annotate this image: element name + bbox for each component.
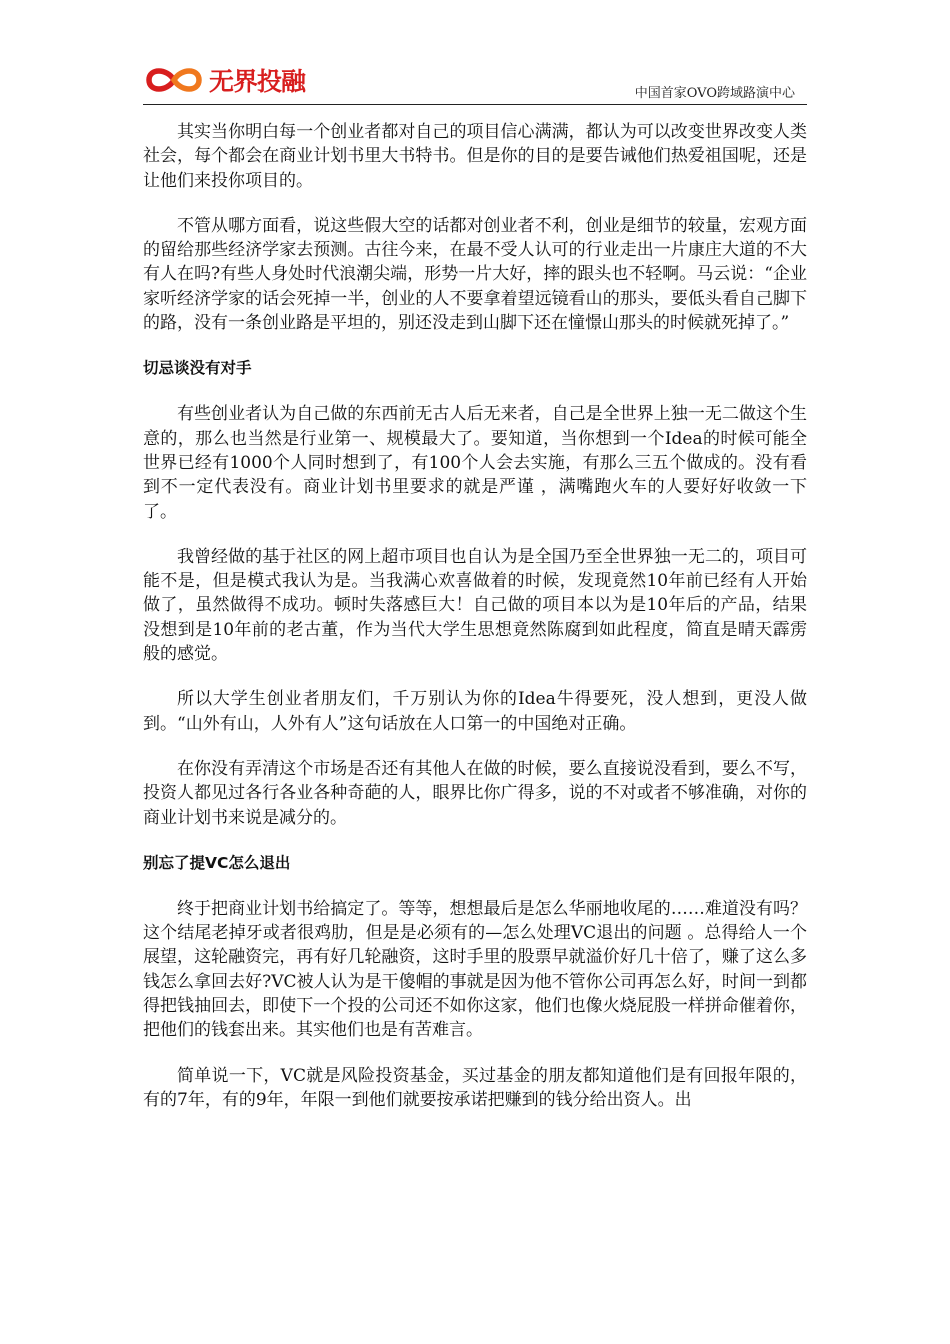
header-tagline: 中国首家OVO跨域路演中心	[634, 86, 795, 101]
paragraph: 不管从哪方面看，说这些假大空的话都对创业者不利，创业是细节的较量，宏观方面的留给那些经济学家去预测。古往今来，在最不受人认可的行业走出一片康庄大道的不大有人在吗?有些人身处时代浪潮尖端，形势一片大好，摔的跟头也不轻啊。马云说：“企业家听经济学家的话会死掉一半，创业的人不要拿着望远镜看山的那头，要低头看自己脚下的路，没有一条创业路是平坦的，别还没走到山脚下还在憧憬山那头的时候就死掉了。”	[143, 215, 807, 334]
paragraph: 在你没有弄清这个市场是否还有其他人在做的时候，要么直接说没看到，要么不写，投资人都见过各行各业各种奇葩的人，眼界比你广得多，说的不对或者不够准确，对你的商业计划书来说是减分的。	[143, 758, 807, 828]
section-heading: 别忘了提VC怎么退出	[143, 853, 291, 872]
paragraph: 有些创业者认为自己做的东西前无古人后无来者，自己是全世界上独一无二做这个生意的，那么也当然是行业第一、规模最大了。要知道，当你想到一个Idea的时候可能全世界已经有1000个人同时想到了，有100个人会去实施，有那么三五个做成的。没有看到不一定代表没有。商业计划书里要求的就是严谨 ，满嘴跑火车的人要好好收敛一下了。	[143, 404, 807, 522]
paragraph: 简单说一下，VC就是风险投资基金，买过基金的朋友都知道他们是有回报年限的，有的7年，有的9年，年限一到他们就要按承诺把赚到的钱分给出资人。出	[143, 1065, 807, 1110]
brand-logo	[143, 62, 305, 98]
paragraph: 其实当你明白每一个创业者都对自己的项目信心满满，都认为可以改变世界改变人类社会，每个都会在商业计划书里大书特书。但是你的目的是要告诫他们热爱祖国呢，还是让他们来投你项目的。	[143, 122, 807, 191]
paragraph: 我曾经做的基于社区的网上超市项目也自认为是全国乃至全世界独一无二的，项目可能不是，但是模式我认为是。当我满心欢喜做着的时候，发现竟然10年前已经有人开始做了，虽然做得不成功。顿时失落感巨大！自己做的项目本以为是10年后的产品，结果没想到是10年前的老古董，作为当代大学生思想竟然陈腐到如此程度，简直是晴天霹雳般的感觉。	[143, 546, 807, 665]
section-heading: 切忌谈没有对手	[143, 359, 252, 378]
paragraph: 终于把商业计划书给搞定了。等等，想想最后是怎么华丽地收尾的……难道没有吗？这个结尾老掉牙或者很鸡肋，但是是必须有的—怎么处理VC退出的问题 。总得给人一个展望，这轮融资完，再有好几轮融资，这时手里的股票早就溢价好几十倍了，赚了这么多钱怎么拿回去好?VC被人认为是干傻帽的事就是因为他不管你公司再怎么好，时间一到都得把钱抽回去，即使下一个投的公司还不如你这家，他们也像火烧屁股一样拼命催着你，把他们的钱套出来。其实他们也是有苦难言。	[143, 898, 807, 1041]
infinity-logo-icon	[143, 64, 205, 96]
document-body	[143, 120, 807, 1133]
brand-name: 无界投融	[209, 67, 306, 96]
paragraph: 所以大学生创业者朋友们，千万别认为你的Idea牛得要死，没人想到，更没人做到。“山外有山，人外有人”这句话放在人口第一的中国绝对正确。	[143, 689, 807, 734]
page-header	[143, 62, 807, 105]
